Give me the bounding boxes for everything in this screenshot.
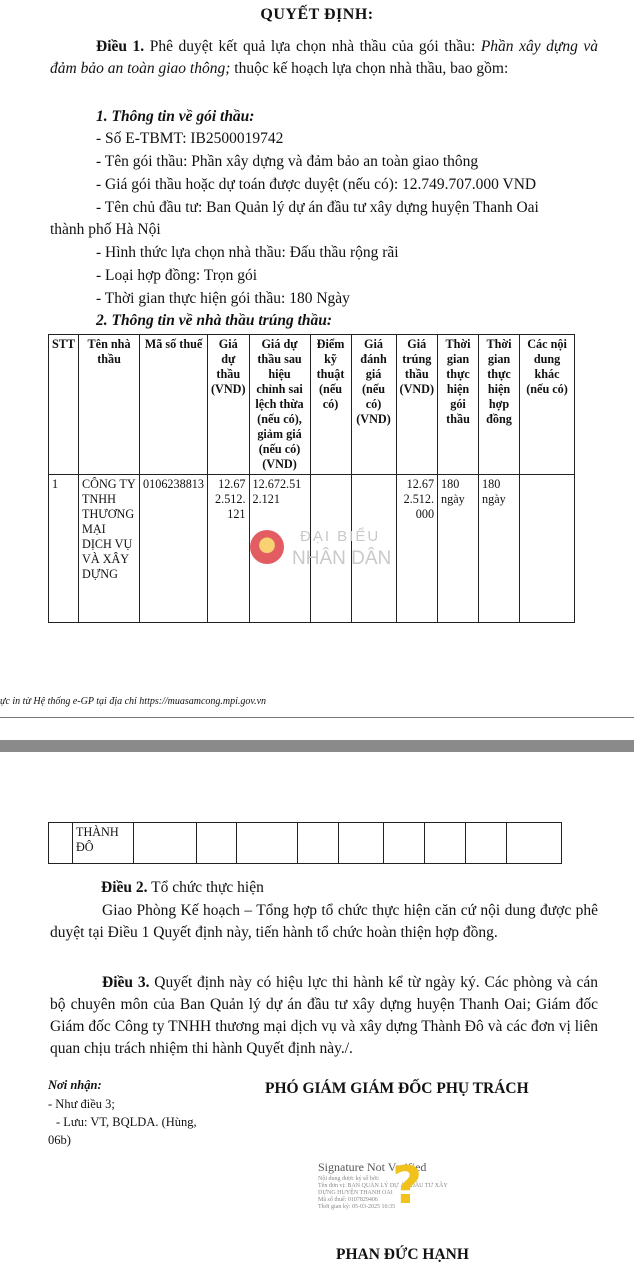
col-tax: Mã số thuế	[140, 335, 208, 475]
cell-contract-time: 180 ngày	[479, 475, 520, 623]
article-1-text-b: thuộc kế hoạch lựa chọn nhà thầu, bao gồm:	[230, 60, 509, 77]
page-break-band	[0, 740, 634, 752]
cell-adjusted-price: 12.672.512.121	[249, 475, 310, 623]
decision-title: QUYẾT ĐỊNH:	[260, 6, 374, 23]
package-number: - Số E-TBMT: IB2500019742	[96, 130, 284, 147]
section-2-heading: 2. Thông tin về nhà thầu trúng thầu:	[96, 312, 333, 329]
col-contractor: Tên nhà thầu	[79, 335, 140, 475]
article-1	[50, 36, 598, 80]
national-emblem-icon	[250, 530, 284, 564]
col-other: Các nội dung khác (nếu có)	[520, 335, 575, 475]
col-award-price: Giá trúng thầu (VND)	[396, 335, 438, 475]
recipient-2: - Lưu: VT, BQLDA. (Hùng,	[56, 1115, 197, 1129]
table-row	[49, 823, 562, 864]
cell-stt: 1	[49, 475, 79, 623]
col-eval-price: Giá đánh giá (nếu có) (VND)	[351, 335, 396, 475]
signature-line4: Mã số thuế: 0107829406	[318, 1197, 378, 1203]
investor-name: - Tên chủ đầu tư: Ban Quản lý dự án đầu tư xây dựng huyện Thanh Oai	[96, 199, 539, 216]
article-2-label: Điều 2.	[101, 879, 148, 896]
article-2-text: Tổ chức thực hiện	[147, 879, 264, 896]
package-price: - Giá gói thầu hoặc dự toán được duyệt (nếu có): 12.749.707.000 VND	[96, 176, 537, 193]
cell-bid-price: 12.672.512.121	[207, 475, 249, 623]
section-1-heading: 1. Thông tin về gói thầu:	[96, 108, 255, 125]
article-1-text-a: Phê duyệt kết quả lựa chọn nhà thầu của gói thầu:	[144, 38, 481, 55]
article-2-body: Giao Phòng Kế hoạch – Tổng hợp tổ chức thực hiện căn cứ nội dung được phê duyệt tại Điều 1 Quyết định này, tiến hành tổ chức hoàn thiện hợp đồng.	[50, 902, 598, 941]
signature-line1: Nội dung được ký số bởi:	[318, 1176, 380, 1182]
col-bid-price: Giá dự thầu (VND)	[207, 335, 249, 475]
cell-contractor: CÔNG TY TNHH THƯƠNG MẠI DỊCH VỤ VÀ XÂY DỰNG	[79, 475, 140, 623]
page-divider	[0, 717, 634, 718]
signer-title: PHÓ GIÁM GIÁM ĐỐC PHỤ TRÁCH	[265, 1080, 529, 1097]
investor-city: thành phố Hà Nội	[50, 221, 161, 238]
signature-unverified-icon: ?	[392, 1156, 423, 1216]
cell-tax: 0106238813	[140, 475, 208, 623]
contract-type: - Loại hợp đồng: Trọn gói	[96, 267, 258, 284]
col-package-time: Thời gian thực hiện gói thầu	[438, 335, 479, 475]
col-stt: STT	[49, 335, 79, 475]
cell-package-time: 180 ngày	[438, 475, 479, 623]
winning-bidder-table	[48, 334, 575, 623]
recipient-2-cont: 06b)	[48, 1133, 71, 1147]
recipients-heading: Nơi nhận:	[48, 1078, 102, 1092]
execution-time: - Thời gian thực hiện gói thầu: 180 Ngày	[96, 290, 350, 307]
article-1-label: Điều 1.	[96, 38, 145, 55]
col-contract-time: Thời gian thực hiện hợp đồng	[479, 335, 520, 475]
article-3	[50, 972, 598, 1060]
table-header-row	[49, 335, 575, 475]
article-1-package: Phần xây dựng và đảm bảo an toàn giao thông;	[50, 38, 599, 77]
package-name: - Tên gói thầu: Phần xây dựng và đảm bảo an toàn giao thông	[96, 153, 479, 170]
signature-line3: DỰNG HUYỆN THANH OAI	[318, 1190, 393, 1196]
cell-contractor-cont: THÀNH ĐÔ	[73, 823, 134, 864]
selection-method: - Hình thức lựa chọn nhà thầu: Đấu thầu rộng rãi	[96, 244, 399, 261]
cell-other	[520, 475, 575, 623]
signature-status: Signature Not Verified	[318, 1160, 427, 1174]
recipient-1: - Như điều 3;	[48, 1097, 115, 1111]
signature-line2: Tên đơn vị: BAN QUẢN LÝ DỰ ÁN ĐẦU TƯ XÂY	[318, 1183, 448, 1189]
signer-name: PHAN ĐỨC HẠNH	[336, 1246, 469, 1263]
table-continuation	[48, 822, 562, 864]
article-3-label: Điều 3.	[102, 974, 150, 991]
watermark-line1: ĐẠI BIỂU	[300, 528, 381, 545]
article-2	[101, 877, 601, 899]
article-3-text: Quyết định này có hiệu lực thi hành kể từ ngày ký. Các phòng và cán bộ chuyên môn của Ban Quản lý dự án đầu tư xây dựng huyện Thanh Oai; Giám đốc Giám đốc Công ty TNHH thương mại dịch vụ và xây dựng Thành Đô và các đơn vị liên quan chịu trách nhiệm thi hành Quyết định này./.	[50, 974, 598, 1057]
col-tech-score: Điểm kỹ thuật (nếu có)	[310, 335, 351, 475]
egp-footer-url: ực in từ Hệ thống e-GP tại địa chỉ https://muasamcong.mpi.gov.vn	[0, 696, 267, 707]
watermark-line2: NHÂN DÂN	[292, 548, 392, 569]
cell-award-price: 12.672.512.000	[396, 475, 438, 623]
col-adjusted-price: Giá dự thầu sau hiệu chỉnh sai lệch thừa (nếu có), giảm giá (nếu có) (VND)	[249, 335, 310, 475]
signature-line5: Thời gian ký: 05-03-2025 10:35	[318, 1204, 396, 1210]
